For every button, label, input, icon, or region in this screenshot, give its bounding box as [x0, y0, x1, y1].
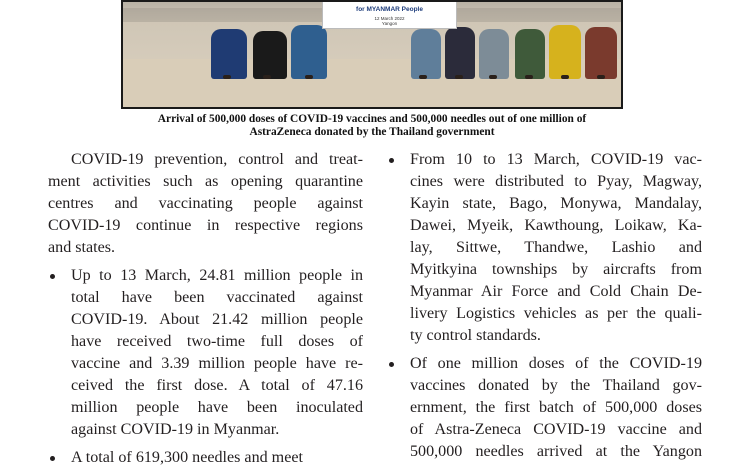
bullet-icon — [50, 456, 55, 461]
person-shoe — [561, 75, 569, 79]
text-line: livery Logistics vehicles as per the quali- — [410, 305, 702, 322]
text-line: ernment, the first batch of 500,000 doses — [410, 399, 702, 416]
text-line: Of one million doses of the COVID-19 — [410, 355, 702, 372]
news-photo — [121, 0, 623, 109]
sign-text-date: 12 March 2022 — [374, 15, 405, 21]
text-line: COVID-19 continue in respective regions — [48, 217, 363, 234]
person-shoe — [525, 75, 533, 79]
person-shoe — [597, 75, 605, 79]
person-shoe — [305, 75, 313, 79]
bullet-paragraph — [48, 265, 363, 441]
text-line: From 10 to 13 March, COVID-19 vac- — [410, 151, 702, 168]
caption-line: Arrival of 500,000 doses of COVID-19 vaccines and 500,000 needles out of one million of — [157, 113, 587, 125]
text-line: ment activities such as opening quarantine — [48, 173, 363, 190]
person-shoe — [263, 75, 271, 79]
right-column — [387, 149, 702, 463]
text-line: Myitkyina townships by aircrafts from — [410, 261, 702, 278]
person-shoe — [455, 75, 463, 79]
text-line: Myanmar Air Force and Cold Chain De- — [410, 283, 702, 300]
text-line: ceived the first dose. A total of 47.16 — [71, 377, 363, 394]
person-figure — [549, 25, 581, 79]
text-line: Dawei, Myeik, Kawthoung, Loikaw, Ka- — [410, 217, 702, 234]
donation-sign — [322, 2, 457, 29]
text-line: against COVID-19 in Myanmar. — [71, 421, 280, 438]
bullet-paragraph — [387, 149, 702, 347]
person-figure — [411, 29, 441, 79]
photo-caption — [120, 113, 624, 138]
intro-paragraph — [48, 149, 363, 259]
text-line: total have been vaccinated against — [71, 289, 363, 306]
bullet-icon — [389, 158, 394, 163]
text-line: ty control standards. — [410, 327, 541, 344]
text-line: cines were distributed to Pyay, Magway, — [410, 173, 702, 190]
text-line: vaccine and 3.39 million people have re- — [71, 355, 363, 372]
person-shoe — [223, 75, 231, 79]
text-line: centres and vaccinating people against — [48, 195, 363, 212]
person-figure — [445, 27, 475, 79]
bullet-paragraph — [387, 353, 702, 463]
text-line: COVID-19 prevention, control and treat- — [71, 151, 363, 168]
person-figure — [479, 29, 509, 79]
caption-line: AstraZeneca donated by the Thailand government — [249, 125, 495, 138]
text-line: Kayin state, Bago, Monywa, Mandalay, — [410, 195, 702, 212]
text-line: vaccines donated by the Thailand gov- — [410, 377, 702, 394]
text-line: lay, Sittwe, Thandwe, Lashio and — [410, 239, 702, 256]
text-line: million people have been inoculated — [71, 399, 363, 416]
sign-text-line1: for MYANMAR People — [356, 6, 423, 13]
text-line: Up to 13 March, 24.81 million people in — [71, 267, 363, 284]
text-line: of Astra-Zeneca COVID-19 vaccine and — [410, 421, 702, 438]
text-line: have received two-time full doses of — [71, 333, 363, 350]
bullet-icon — [389, 362, 394, 367]
person-shoe — [489, 75, 497, 79]
person-shoe — [419, 75, 427, 79]
bullet-paragraph — [48, 447, 363, 469]
tarmac-ground — [123, 59, 621, 107]
person-figure — [585, 27, 617, 79]
text-line: COVID-19. About 21.42 million people — [71, 311, 363, 328]
text-line: 500,000 needles arrived at the Yangon — [410, 443, 702, 460]
text-line: A total of 619,300 needles and meet — [71, 449, 303, 466]
person-figure — [291, 25, 327, 79]
person-figure — [253, 31, 287, 79]
text-line: and states. — [48, 239, 116, 256]
person-figure — [515, 29, 545, 79]
sign-text-place: Yangon — [381, 21, 398, 26]
left-column — [48, 149, 363, 469]
bullet-icon — [50, 274, 55, 279]
person-figure — [211, 29, 247, 79]
